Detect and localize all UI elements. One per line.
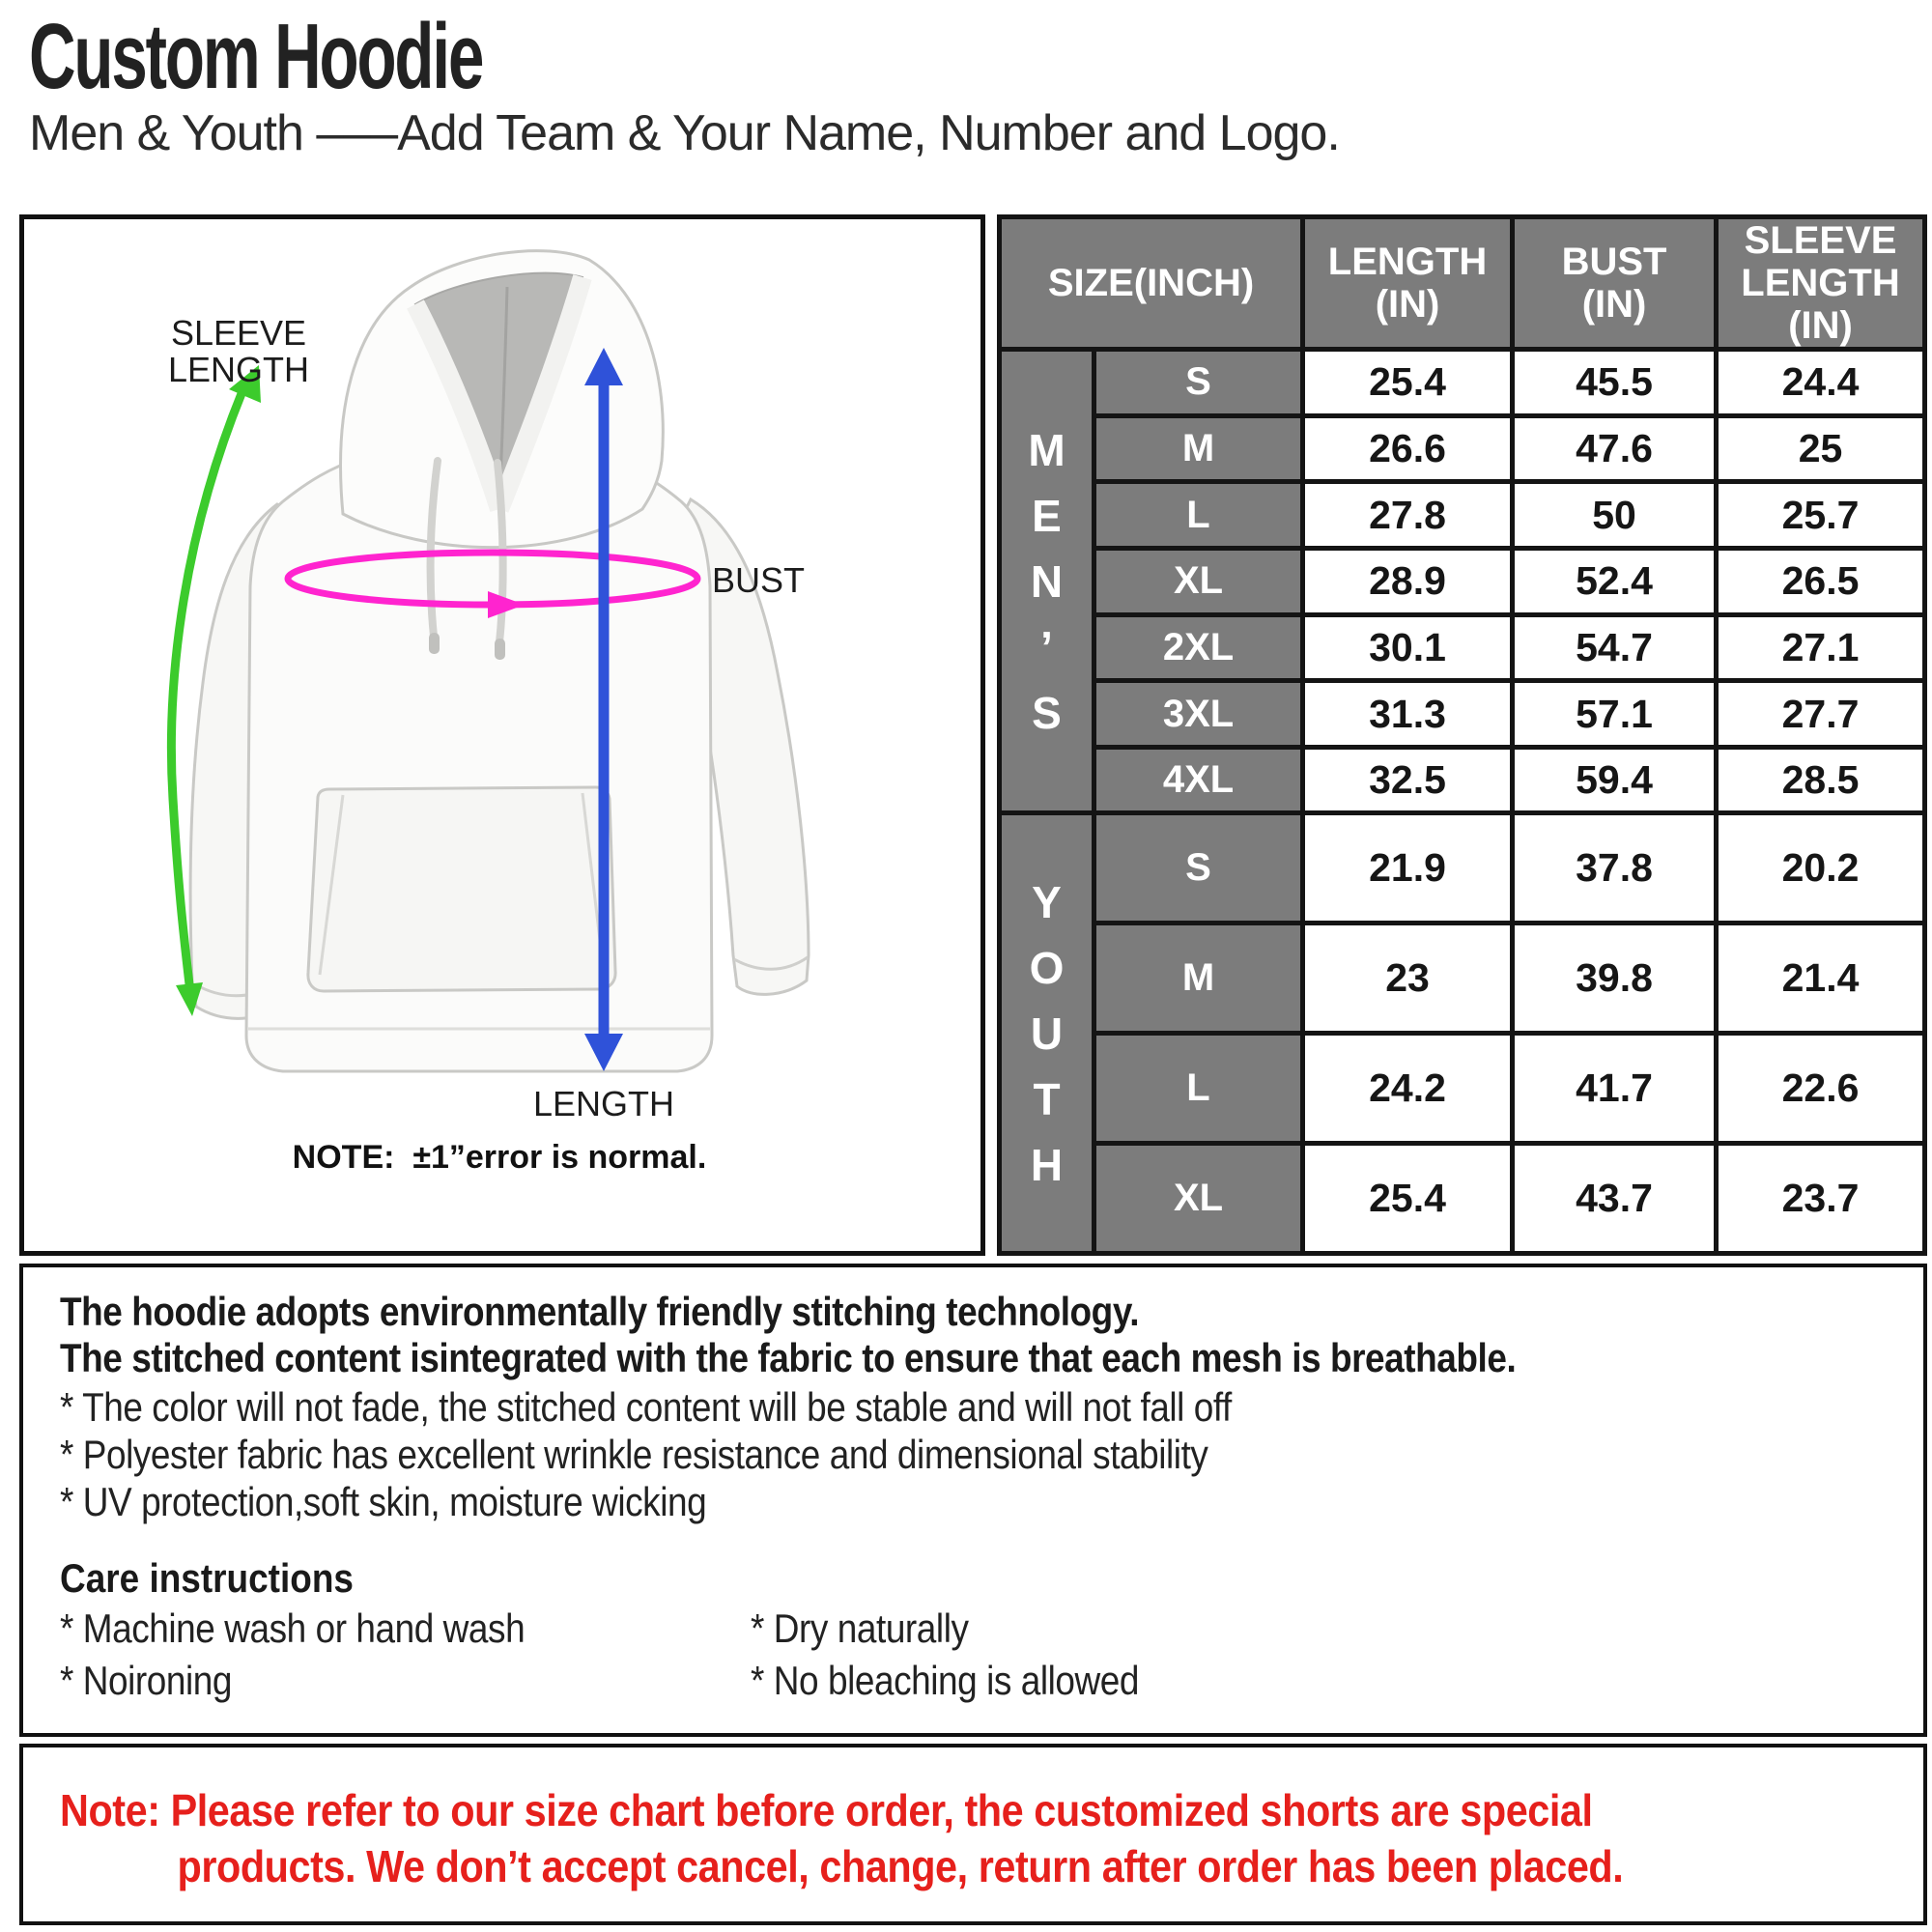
care-bullet: * Dry naturally [751,1605,969,1651]
sleeve-value: 23.7 [1717,1144,1925,1254]
bust-value: 39.8 [1513,923,1717,1034]
bust-value: 43.7 [1513,1144,1717,1254]
size-cell: 3XL [1094,681,1303,748]
table-row [1000,923,1925,1034]
feature-bullet: * Polyester fabric has excellent wrinkle resistance and dimensional stability [60,1432,1208,1477]
length-value: 26.6 [1303,415,1513,482]
bust-value: 54.7 [1513,614,1717,681]
sleeve-value: 27.7 [1717,681,1925,748]
sleeve-value: 25.7 [1717,482,1925,549]
length-value: 30.1 [1303,614,1513,681]
table-row [1000,614,1925,681]
table-header-row [1000,217,1925,350]
size-cell: M [1094,415,1303,482]
drawstring-right-tip [495,639,505,660]
measurement-diagram-panel [19,214,985,1256]
length-value: 23 [1303,923,1513,1034]
col-header-bust: BUST (IN) [1513,217,1717,350]
description-line: The stitched content isintegrated with the fabric to ensure that each mesh is breathable. [60,1335,1517,1380]
bust-value: 41.7 [1513,1034,1717,1144]
care-row [60,1655,1923,1707]
length-value: 28.9 [1303,548,1513,614]
sleeve-length-label-line2: LENGTH [167,350,310,389]
length-value: 27.8 [1303,482,1513,549]
size-cell: XL [1094,1144,1303,1254]
length-label: LENGTH [532,1084,675,1123]
sleeve-value: 26.5 [1717,548,1925,614]
sleeve-value: 22.6 [1717,1034,1925,1144]
col-header-length: LENGTH (IN) [1303,217,1513,350]
length-value: 25.4 [1303,350,1513,416]
table-row [1000,681,1925,748]
care-row [60,1603,1923,1655]
bust-value: 50 [1513,482,1717,549]
bust-value: 59.4 [1513,747,1717,813]
sleeve-value: 24.4 [1717,350,1925,416]
group-label-mens: M E N ’ S [1000,350,1094,813]
length-value: 31.3 [1303,681,1513,748]
table-row [1000,415,1925,482]
sleeve-value: 20.2 [1717,813,1925,923]
sleeve-length-label-line1: SLEEVE [170,313,307,353]
table-row [1000,1144,1925,1254]
size-cell: L [1094,1034,1303,1144]
size-cell: S [1094,813,1303,923]
order-note-line: Note: Please refer to our size chart before order, the customized shorts are special [60,1785,1593,1835]
diagram-note: NOTE: ±1”error is normal. [292,1139,707,1176]
size-cell: L [1094,482,1303,549]
table-row [1000,747,1925,813]
length-value: 25.4 [1303,1144,1513,1254]
size-cell: XL [1094,548,1303,614]
care-instructions-heading: Care instructions [60,1555,354,1601]
care-bullet: * No bleaching is allowed [751,1658,1139,1703]
size-cell: M [1094,923,1303,1034]
group-label-youth: Y O U T H [1000,813,1094,1254]
order-note-line: products. We don’t accept cancel, change, return after order has been placed. [177,1841,1624,1891]
care-bullet: * Machine wash or hand wash [60,1605,526,1651]
table-row [1000,482,1925,549]
hoodie-pocket [308,787,615,991]
drawstring-left-tip [429,633,440,654]
size-chart-table [997,214,1927,1256]
page-title: Custom Hoodie [29,5,483,108]
product-description-box [19,1264,1927,1737]
length-value: 24.2 [1303,1034,1513,1144]
bust-value: 52.4 [1513,548,1717,614]
bust-value: 45.5 [1513,350,1717,416]
length-value: 32.5 [1303,747,1513,813]
sleeve-value: 27.1 [1717,614,1925,681]
table-row [1000,1034,1925,1144]
feature-bullet: * The color will not fade, the stitched content will be stable and will not fall off [60,1384,1232,1430]
table-row [1000,813,1925,923]
sleeve-value: 21.4 [1717,923,1925,1034]
bust-value: 57.1 [1513,681,1717,748]
size-cell: 2XL [1094,614,1303,681]
sleeve-value: 25 [1717,415,1925,482]
table-row [1000,548,1925,614]
feature-bullet: * UV protection,soft skin, moisture wicking [60,1479,707,1524]
length-value: 21.9 [1303,813,1513,923]
bust-value: 47.6 [1513,415,1717,482]
sleeve-value: 28.5 [1717,747,1925,813]
size-cell: 4XL [1094,747,1303,813]
hoodie-measurement-illustration [24,219,980,1251]
order-note-box [19,1744,1927,1925]
bust-label: BUST [712,560,806,600]
page-subtitle: Men & Youth –––Add Team & Your Name, Number and Logo. [29,105,1340,161]
size-cell: S [1094,350,1303,416]
col-header-size: SIZE(INCH) [1000,217,1303,350]
col-header-sleeve-length: SLEEVE LENGTH (IN) [1717,217,1925,350]
table-row [1000,350,1925,416]
care-bullet: * Noironing [60,1658,233,1703]
bust-value: 37.8 [1513,813,1717,923]
description-line: The hoodie adopts environmentally friendly stitching technology. [60,1289,1140,1334]
